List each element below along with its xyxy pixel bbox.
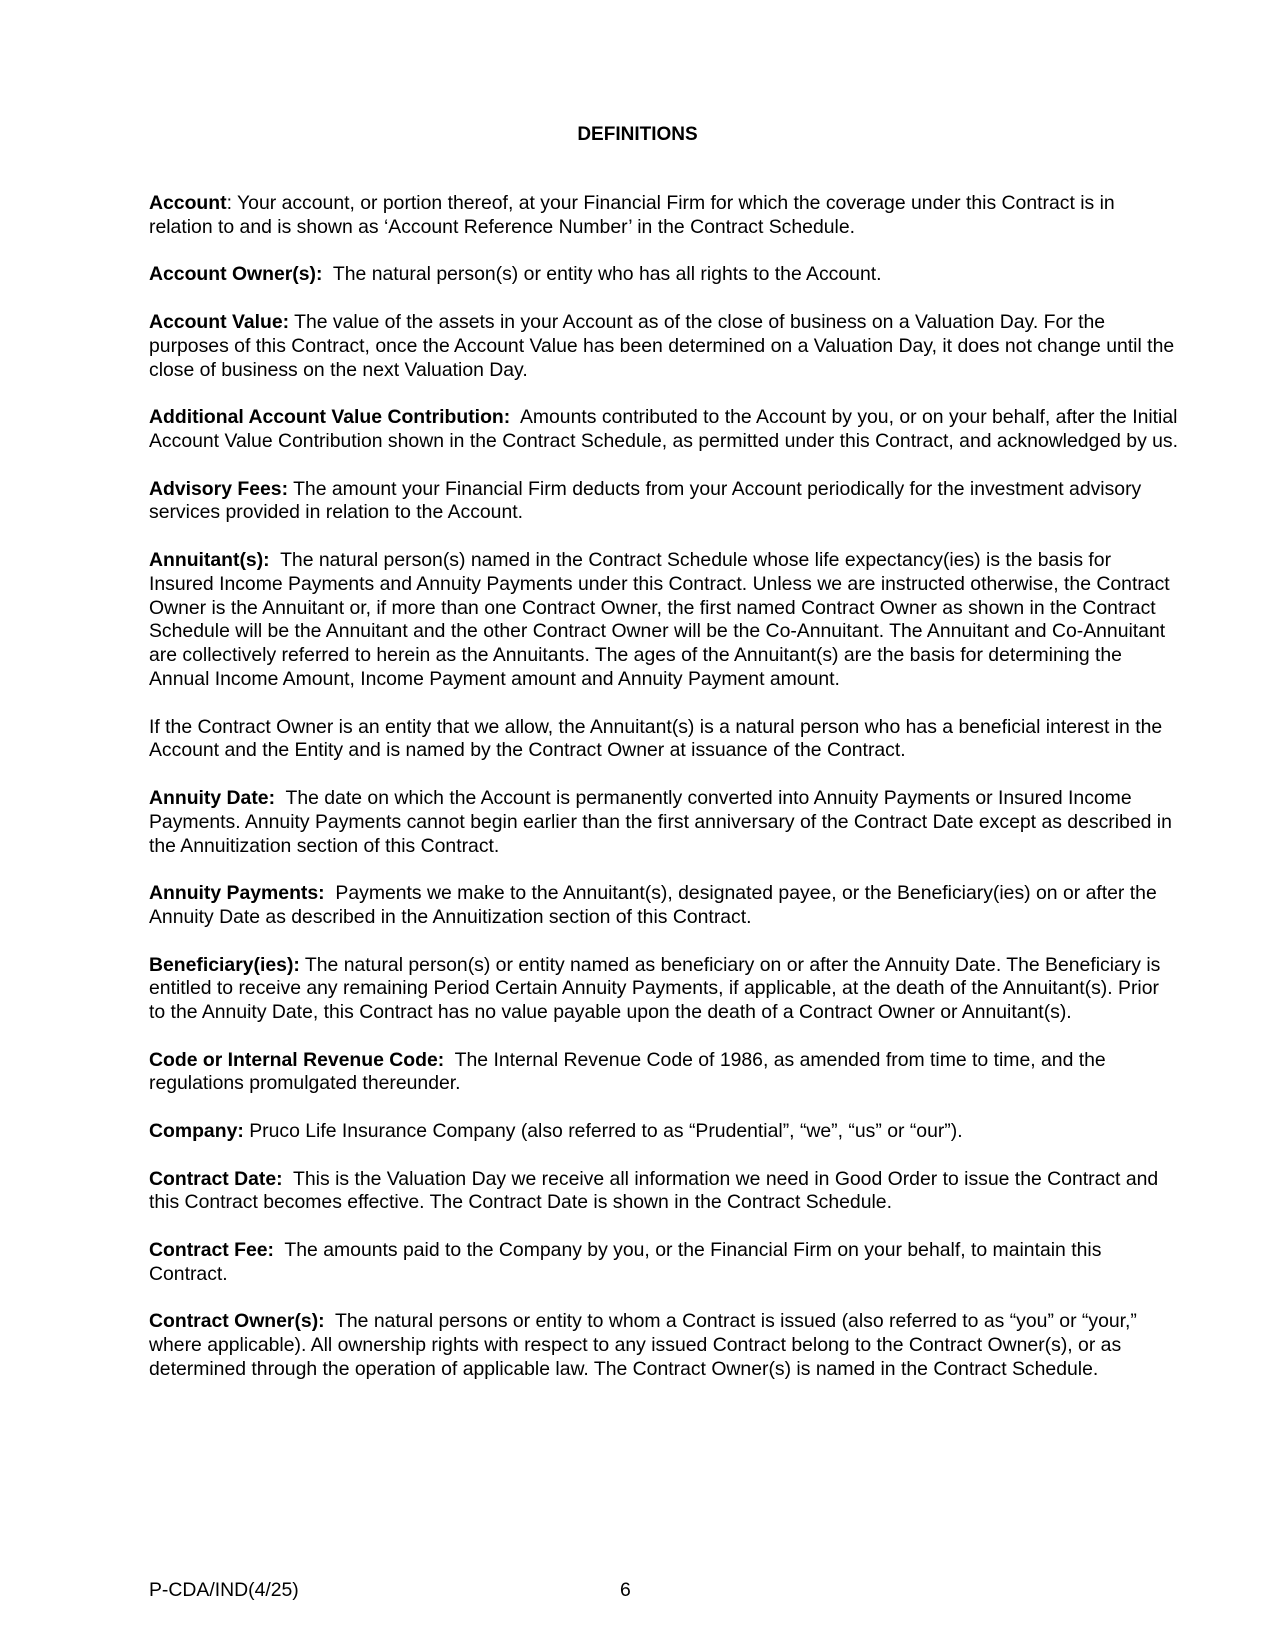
footer-form-code: P-CDA/IND(4/25) <box>149 1579 299 1601</box>
definition-text: The natural person(s) named in the Contract Schedule whose life expectancy(ies) is the basis for Insured Income Payments and Annuity Payments under this Contract. Unless we are instructed otherwise, the Contract Owner is the Annuitant or, if more than one Contract Owner, the first named Contract Owner as shown in the Contract Schedule will be the Annuitant and the other Contract Owner will be the Co-Annuitant. The Annuitant and Co-Annuitant are collectively referred to herein as the Annuitants. The ages of the Annuitant(s) are the basis for determining the Annual Income Amount, Income Payment amount and Annuity Payment amount. <box>149 548 1170 690</box>
definition-text: This is the Valuation Day we receive all information we need in Good Order to issue the Contract and this Contract becomes effective. The Contract Date is shown in the Contract Schedule. <box>149 1167 1159 1214</box>
definition-term: Company: <box>149 1120 244 1143</box>
definition-term: Annuity Date: <box>149 786 276 809</box>
term-separator <box>444 1049 454 1071</box>
definition-text: The value of the assets in your Account as of the close of business on a Valuation Day. For the purposes of this Contract, once the Account Value has been determined on a Valuation Day, it does not change until the close of business on the next Valuation Day. <box>149 310 1175 381</box>
term-separator <box>325 1310 335 1332</box>
page-title: DEFINITIONS <box>577 124 698 145</box>
definition-text: The amounts paid to the Company by you, or the Financial Firm on your behalf, to maintain this Contract. <box>149 1239 1102 1285</box>
term-separator <box>510 406 520 428</box>
definition-company <box>149 1120 1179 1144</box>
definition-text: The natural person(s) or entity who has all rights to the Account. <box>332 263 882 286</box>
definitions-list <box>149 192 1179 1406</box>
definition-text: The Internal Revenue Code of 1986, as amended from time to time, and the regulations promulgated thereunder. <box>149 1048 1106 1095</box>
definition-text: The natural person(s) or entity named as beneficiary on or after the Annuity Date. The Beneficiary is entitled to receive any remaining Period Certain Annuity Payments, if applicable, at the death of the Annuitant(s). Prior to the Annuity Date, this Contract has no value payable upon the death of a Contract Owner or Annuitant(s). <box>149 953 1161 1024</box>
definition-annuity-date <box>149 787 1179 858</box>
page-number: 6 <box>620 1579 631 1601</box>
definition-text: Pruco Life Insurance Company (also referred to as “Prudential”, “we”, “us” or “our”). <box>249 1120 963 1143</box>
definition-term: Account <box>149 192 227 214</box>
definition-contract-fee <box>149 1239 1179 1287</box>
definition-text: If the Contract Owner is an entity that we allow, the Annuitant(s) is a natural person who has a beneficial interest in the Account and the Entity and is named by the Contract Owner at issuance of the Contract. <box>149 715 1163 762</box>
definition-term: Contract Date: <box>149 1167 283 1190</box>
definition-additional-contribution <box>149 406 1179 454</box>
definition-annuity-payments <box>149 882 1179 930</box>
definition-text: The date on which the Account is permanently converted into Annuity Payments or Insured Income Payments. Annuity Payments cannot begin earlier than the first anniversary of the Contract Date except as described in the Annuitization section of this Contract. <box>149 786 1172 857</box>
definition-term: Additional Account Value Contribution: <box>149 406 511 429</box>
definition-term: Account Owner(s): <box>149 263 323 286</box>
definition-contract-owner <box>149 1310 1179 1381</box>
term-separator <box>275 787 285 809</box>
term-separator: : <box>226 192 238 214</box>
definition-code <box>149 1049 1179 1097</box>
definition-account-value <box>149 311 1179 382</box>
definition-advisory-fees <box>149 478 1179 526</box>
term-separator <box>274 1239 284 1261</box>
definition-account-owner <box>149 263 1179 287</box>
definition-term: Annuity Payments: <box>149 882 325 905</box>
definition-term: Contract Fee: <box>149 1239 274 1262</box>
definition-term: Contract Owner(s): <box>149 1310 325 1333</box>
term-separator <box>325 882 336 904</box>
term-separator <box>322 263 332 285</box>
definition-beneficiary <box>149 954 1179 1025</box>
definition-contract-date <box>149 1168 1179 1216</box>
definition-text: Payments we make to the Annuitant(s), designated payee, or the Beneficiary(ies) on or after the Annuity Date as described in the Annuitization section of this Contract. <box>149 882 1157 928</box>
definition-term: Annuitant(s): <box>149 548 270 571</box>
definition-annuitant-entity-note <box>149 716 1179 764</box>
term-separator <box>270 549 280 571</box>
definition-text: The amount your Financial Firm deducts from your Account periodically for the investment advisory services provided in relation to the Account. <box>149 477 1142 524</box>
definition-text: Amounts contributed to the Account by you, or on your behalf, after the Initial Account Value Contribution shown in the Contract Schedule, as permitted under this Contract, and acknowledged by us. <box>149 406 1179 452</box>
definition-term: Advisory Fees: <box>149 477 289 500</box>
definition-text: Your account, or portion thereof, at your Financial Firm for which the coverage under this Contract is in relation to and is shown as ‘Account Reference Number’ in the Contract Schedule. <box>149 192 1115 238</box>
definition-term: Beneficiary(ies): <box>149 953 300 976</box>
term-separator <box>283 1168 293 1190</box>
definition-account <box>149 192 1179 240</box>
definition-term: Code or Internal Revenue Code: <box>149 1048 445 1071</box>
definition-term: Account Value: <box>149 310 290 333</box>
definition-annuitant <box>149 549 1179 692</box>
definition-text: The natural persons or entity to whom a Contract is issued (also referred to as “you” or “your,” where applicable). All ownership rights with respect to any issued Contract belong to the Contract Owner(s), or as determined through the operation of applicable law. The Contract Owner(s) is named in the Contract Schedule. <box>149 1310 1137 1381</box>
